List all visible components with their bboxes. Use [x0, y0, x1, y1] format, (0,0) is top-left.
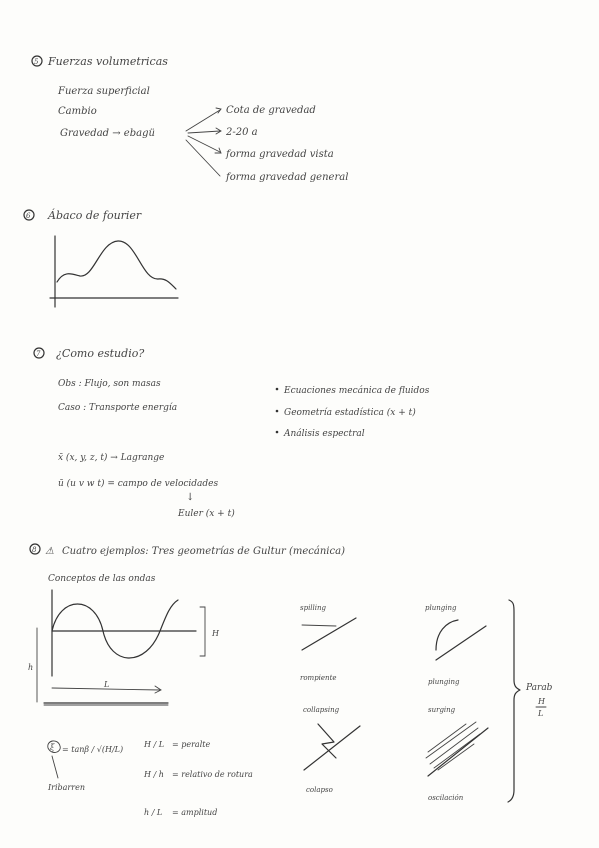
branch-arrow-3 [188, 136, 220, 152]
ratio-fraction-2: H / h [144, 770, 164, 779]
spilling-mean-line [302, 625, 336, 626]
branch-label-3: forma gravedad vista [226, 149, 334, 160]
collapsing-slope [304, 726, 360, 770]
section-7-number: 7 [36, 350, 41, 358]
brace-label: Parab [526, 683, 553, 693]
right-brace [508, 600, 520, 802]
spilling-slope [302, 618, 356, 650]
section-8-number: 8 [32, 546, 37, 554]
xi-symbol: ξ [50, 743, 55, 752]
plunging-crest [436, 620, 458, 650]
bullet-1 [276, 388, 279, 391]
plunging-slope [436, 626, 486, 660]
section-7-title: ¿Como estudio? [56, 347, 145, 360]
breaker-surging-label: surging [428, 706, 456, 714]
collapsing-crest [318, 724, 336, 758]
depth-label: h [28, 663, 34, 672]
section-5-title: Fuerzas volumetricas [48, 55, 168, 68]
bullet-text-2: Geometría estadística (x + t) [284, 408, 416, 418]
height-bracket [200, 607, 205, 656]
velocity-field-equation: ū (u v w t) = campo de velocidades [58, 479, 219, 489]
breaker-spilling-note: rompiente [300, 674, 337, 682]
section-5-line-3: Gravedad → ebagü [60, 128, 155, 139]
brace-fraction-top: H [538, 697, 545, 706]
section-7-left-line-2: Caso : Transporte energía [58, 403, 178, 413]
section-5-line-1: Fuerza superficial [58, 86, 150, 97]
section-5 [32, 55, 348, 183]
breaker-collapsing-label: collapsing [303, 706, 340, 714]
iribarren-formula: = tanβ / √(H/L) [62, 745, 124, 754]
section-6 [24, 208, 178, 307]
spectrum-curve [57, 241, 176, 289]
bullet-text-3: Análisis espectral [284, 429, 365, 439]
section-8 [28, 544, 553, 817]
ratio-text-2: = relativo de rotura [172, 770, 253, 779]
breaker-collapsing-note: colapso [306, 786, 333, 794]
formula-pointer [52, 756, 58, 778]
branch-label-1: Cota de gravedad [226, 105, 316, 116]
branch-label-4: forma gravedad general [226, 172, 349, 183]
ratio-fraction-1: H / L [144, 740, 165, 749]
branch-arrow-1 [186, 110, 220, 131]
breaker-spilling-label: spilling [300, 604, 327, 612]
surging-hatching [426, 722, 480, 770]
ratio-fraction-3: h / L [144, 808, 163, 817]
section-8-title: Cuatro ejemplos: Tres geometrías de Gultur (mecánica) [62, 546, 345, 557]
length-label: L [104, 680, 110, 689]
bullet-text-1: Ecuaciones mecánica de fluidos [284, 386, 430, 396]
section-6-title: Ábaco de fourier [48, 209, 142, 222]
ratio-text-1: = peralte [172, 740, 211, 749]
breaker-plunging-note: plunging [428, 678, 460, 686]
branch-label-2: 2-20 a [226, 127, 258, 138]
sine-wave [52, 600, 178, 658]
section-7-left-line-1: Obs : Flujo, son masas [58, 379, 161, 389]
branch-arrow-4 [186, 140, 220, 176]
ratio-text-3: = amplitud [172, 808, 218, 817]
iribarren-label: Iribarren [48, 783, 85, 792]
euler-equation: Euler (x + t) [178, 509, 235, 519]
warning-icon: ⚠ [45, 546, 54, 557]
section-6-number: 6 [26, 212, 31, 220]
section-5-line-2: Cambio [58, 106, 97, 117]
bullet-2 [276, 410, 279, 413]
bullet-3 [276, 431, 279, 434]
section-8-subtitle: Conceptos de las ondas [48, 574, 156, 584]
section-5-number: 5 [34, 58, 39, 66]
section-7 [34, 347, 430, 519]
breaker-plunging-label: plunging [425, 604, 457, 612]
brace-fraction-bottom: L [538, 709, 544, 718]
lagrange-equation: x̄ (x, y, z, t) → Lagrange [58, 453, 165, 463]
breaker-surging-note: oscilación [428, 794, 464, 802]
branch-arrow-2 [188, 131, 220, 133]
down-arrow: ↓ [186, 492, 195, 503]
height-label: H [212, 629, 219, 638]
